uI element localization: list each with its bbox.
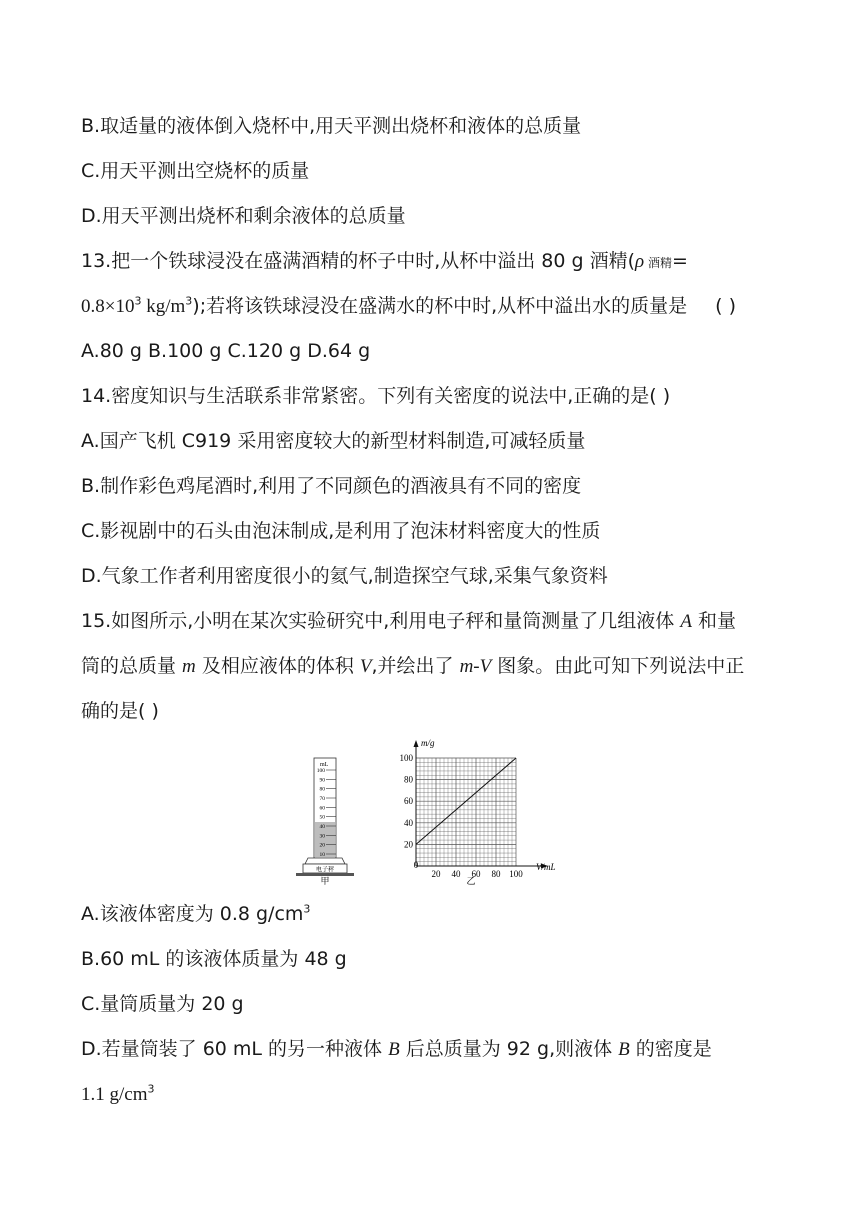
q14-option-c: C.影视剧中的石头由泡沫制成,是利用了泡沫材料密度大的性质: [81, 520, 601, 542]
y-tick-label: 40: [404, 817, 413, 828]
y-tick-label: 60: [404, 796, 413, 807]
label-jia: 甲: [320, 876, 330, 886]
y-tick-label: 100: [399, 753, 413, 763]
rho-subscript: 酒精: [644, 256, 672, 270]
q13-density-value: 0.8×10: [81, 296, 135, 317]
q15-text-c: 筒的总质量: [81, 655, 183, 677]
liquid-fill: [315, 822, 335, 857]
x-tick-label: 60: [471, 869, 481, 879]
experiment-figure: [290, 736, 570, 886]
q13-stem-text-c: );若将该铁球浸没在盛满水的杯中时,从杯中溢出水的质量是: [192, 295, 688, 317]
q15-option-d-text-c: 的密度是: [629, 1038, 712, 1060]
mv-var: m-V: [459, 656, 492, 677]
q13-answer-paren: ( ): [715, 295, 737, 317]
q13-options: A.80 g B.100 g C.120 g D.64 g: [81, 340, 371, 362]
y-axis-label: m/g: [421, 738, 435, 748]
q13-stem-line2: [81, 293, 736, 320]
q15-text-a: 15.如图所示,小明在某次实验研究中,利用电子秤和量筒测量了几组液体: [81, 610, 681, 632]
q15-option-d-cont: [81, 1081, 155, 1108]
cylinder-tick-label: 90: [319, 777, 325, 784]
y-tick-label: 20: [404, 839, 413, 850]
chart-grid: [416, 758, 516, 866]
mass-var: m: [182, 656, 196, 677]
q15-option-a: [81, 901, 310, 927]
q15-stem-line1: [81, 608, 736, 635]
q13-unit-exp: 3: [185, 294, 193, 308]
cylinder-tick-label: 10: [319, 852, 325, 858]
cylinder-tick-label: 50: [319, 814, 325, 821]
figure-svg: [290, 736, 570, 886]
q15-option-b: B.60 mL 的该液体质量为 48 g: [81, 948, 347, 970]
x-tick-label: 100: [509, 869, 523, 879]
cylinder-tick-label: 20: [319, 842, 325, 849]
q14-stem: 14.密度知识与生活联系非常紧密。下列有关密度的说法中,正确的是( ): [81, 385, 671, 407]
cylinder-tick-label: 70: [319, 796, 325, 802]
y-tick-label: 80: [404, 774, 413, 785]
q13-density-unit: kg/m: [141, 296, 186, 317]
q15-text-d: 及相应液体的体积: [195, 655, 360, 677]
q15-option-a-exp: 3: [303, 902, 311, 916]
q14-option-a: A.国产飞机 C919 采用密度较大的新型材料制造,可减轻质量: [81, 430, 586, 452]
cylinder-tick-label: 80: [319, 786, 325, 793]
q15-stem-line3: 确的是( ): [81, 700, 159, 722]
cylinder-tick-label: 100: [316, 768, 325, 774]
m-v-graph: [400, 738, 556, 886]
volume-var: V: [359, 656, 372, 677]
q12-option-b: B.取适量的液体倒入烧杯中,用天平测出烧杯和液体的总质量: [81, 115, 582, 137]
q15-option-c: C.量筒质量为 20 g: [81, 993, 244, 1015]
q15-option-a-text: A.该液体密度为 0.8 g/cm: [81, 903, 304, 925]
rho-symbol: ρ: [635, 251, 645, 272]
q15-option-d-exp: 3: [147, 1082, 155, 1096]
q14-option-d: D.气象工作者利用密度很小的氦气,制造探空气球,采集气象资料: [81, 565, 608, 587]
q15-option-d-value: 1.1 g/cm: [81, 1084, 148, 1105]
q15-text-b: 和量: [691, 610, 736, 632]
x-axis-label: V/mL: [536, 862, 556, 872]
q15-text-f: 图象。由此可知下列说法中正: [491, 655, 745, 677]
q15-option-d-text-a: D.若量筒装了 60 mL 的另一种液体: [81, 1038, 389, 1060]
q13-stem-text-b: =: [671, 250, 688, 272]
graduated-cylinder: [296, 758, 354, 886]
cylinder-unit: mL: [320, 762, 329, 768]
liquid-b-var: B: [388, 1039, 400, 1060]
q13-stem-text-a: 13.把一个铁球浸没在盛满酒精的杯子中时,从杯中溢出 80 g 酒精(: [81, 250, 636, 272]
cylinder-tick-label: 40: [319, 824, 325, 830]
liquid-b-var-2: B: [618, 1039, 630, 1060]
y-tick-labels: [400, 753, 414, 849]
cylinder-tick-label: 30: [319, 833, 325, 840]
x-tick-label: 20: [431, 869, 441, 879]
x-tick-labels: [432, 869, 524, 879]
q15-text-e: ,并绘出了: [371, 655, 460, 677]
q13-density-exp: 3: [134, 294, 142, 308]
cylinder-tick-label: 60: [319, 805, 325, 812]
q15-stem-line2: [81, 653, 744, 680]
label-yi: 乙: [466, 876, 476, 886]
liquid-a-var: A: [680, 611, 692, 632]
scale-label: 电子秤: [315, 867, 335, 874]
origin-label: 0: [413, 860, 419, 870]
x-tick-label: 80: [491, 869, 501, 879]
cylinder-base: [305, 858, 345, 864]
q13-stem-line1: [81, 248, 688, 276]
y-axis-arrow: [414, 740, 419, 747]
q12-option-c: C.用天平测出空烧杯的质量: [81, 160, 310, 182]
q12-option-d: D.用天平测出烧杯和剩余液体的总质量: [81, 205, 406, 227]
q15-option-d: [81, 1036, 712, 1063]
q14-option-b: B.制作彩色鸡尾酒时,利用了不同颜色的酒液具有不同的密度: [81, 475, 582, 497]
x-tick-label: 40: [451, 869, 461, 879]
q15-option-d-text-b: 后总质量为 92 g,则液体: [399, 1038, 619, 1060]
